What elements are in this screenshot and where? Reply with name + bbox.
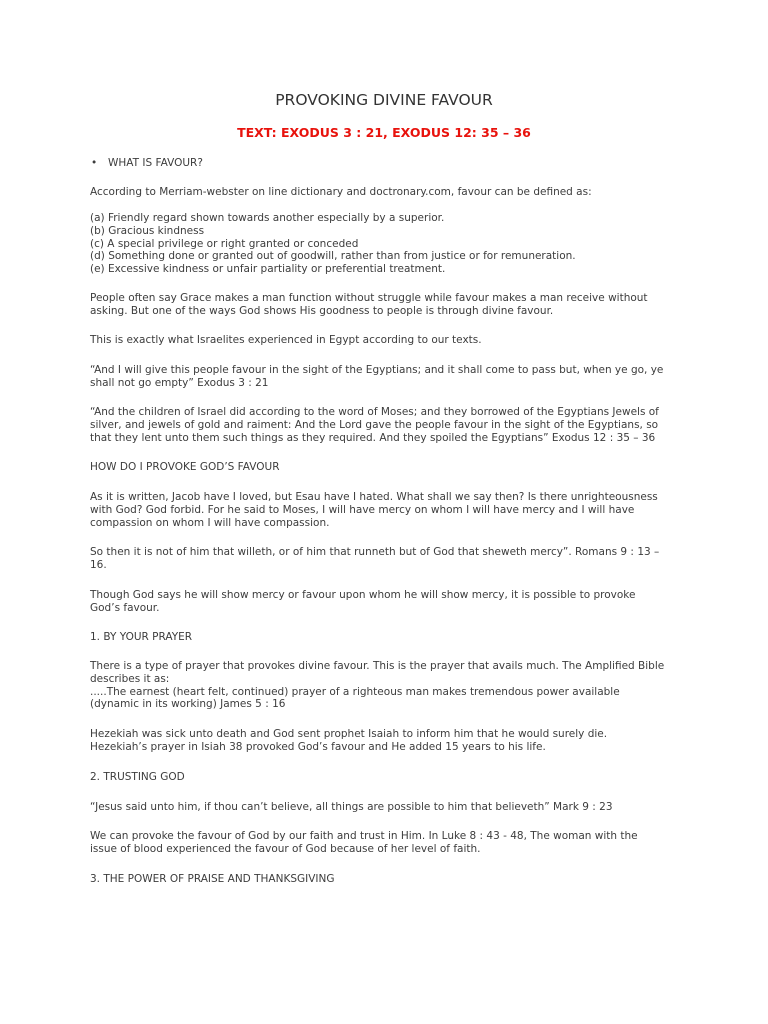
definition-item: (d) Something done or granted out of goodwill, rather than from justice or for remuneration. (90, 250, 576, 263)
quote-mark: “Jesus said unto him, if thou can’t believe, all things are possible to him that believeth” Mark 9 : 23 (90, 801, 613, 813)
heading-by-your-prayer: 1. BY YOUR PRAYER (90, 631, 193, 643)
heading-trusting-god: 2. TRUSTING GOD (90, 771, 185, 783)
definition-item: (e) Excessive kindness or unfair partiality or preferential treatment. (90, 263, 446, 276)
paragraph-prayer: There is a type of prayer that provokes divine favour. This is the prayer that avails much. The Amplified Bible describes it as: .....The earnest (heart felt, continued) prayer of a righteous man makes tremendous power available (dynamic in its working) James 5 : 16 (90, 660, 665, 711)
paragraph-jacob: As it is written, Jacob have I loved, but Esau have I hated. What shall we say then? Is there unrighteousness with God? God forbid. For he said to Moses, I will have mercy on whom I will have mercy and I will have compassion on whom I will have compassion. (90, 491, 658, 529)
definitions-list (90, 212, 682, 276)
heading-praise-thanksgiving: 3. THE POWER OF PRAISE AND THANKSGIVING (90, 873, 335, 885)
paragraph-faith: We can provoke the favour of God by our faith and trust in Him. In Luke 8 : 43 - 48, The woman with the issue of blood experienced the favour of God because of her level of faith. (90, 830, 638, 855)
paragraph-romans: So then it is not of him that willeth, or of him that runneth but of God that sheweth mercy”. Romans 9 : 13 – 16. (90, 546, 660, 571)
paragraph-though: Though God says he will show mercy or favour upon whom he will show mercy, it is possible to provoke God’s favour. (90, 589, 636, 614)
definition-item: (a) Friendly regard shown towards another especially by a superior. (90, 212, 445, 224)
definition-item: (b) Gracious kindness (90, 224, 205, 237)
document-title: PROVOKING DIVINE FAVOUR (275, 91, 493, 109)
document-subtitle: TEXT: EXODUS 3 : 21, EXODUS 12: 35 – 36 (237, 125, 531, 140)
paragraph-grace: People often say Grace makes a man function without struggle while favour makes a man receive without asking. But one of the ways God shows His goodness to people is through divine favour. (90, 292, 648, 317)
definition-item: (c) A special privilege or right granted or conceded (90, 237, 359, 250)
definition-intro: According to Merriam-webster on line dictionary and doctronary.com, favour can be defined as: (90, 186, 592, 198)
quote-exodus-3: “And I will give this people favour in the sight of the Egyptians; and it shall come to pass but, when ye go, ye shall not go empty” Exodus 3 : 21 (90, 364, 664, 389)
bullet-marker: • (91, 157, 98, 169)
paragraph-israelites: This is exactly what Israelites experienced in Egypt according to our texts. (90, 334, 482, 346)
paragraph-hezekiah: Hezekiah was sick unto death and God sent prophet Isaiah to inform him that he would surely die. Hezekiah’s prayer in Isiah 38 provoked God’s favour and He added 15 years to his life. (90, 728, 608, 753)
quote-exodus-12: “And the children of Israel did according to the word of Moses; and they borrowed of the Egyptians Jewels of silver, and jewels of gold and raiment: And the Lord gave the people favour in the sight of the Egyptians, so that they lent unto them such things as they required. And they spoiled the Egyptians” Exodus 12 : 35 – 36 (90, 406, 659, 444)
bullet-text: WHAT IS FAVOUR? (108, 157, 203, 169)
heading-how-provoke: HOW DO I PROVOKE GOD’S FAVOUR (90, 461, 280, 473)
